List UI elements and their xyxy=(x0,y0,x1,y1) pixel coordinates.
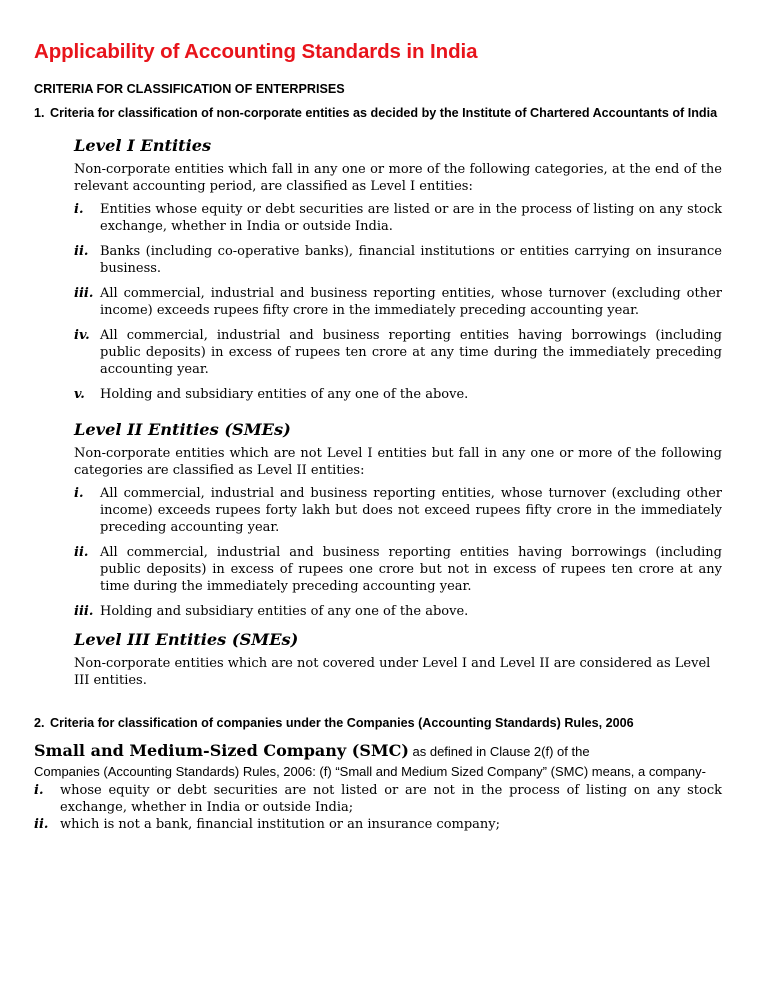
list-item xyxy=(74,544,722,595)
level-3-section xyxy=(74,630,722,689)
list-item xyxy=(74,243,722,277)
item-number: i. xyxy=(74,486,84,501)
section-1-number: 1. xyxy=(34,106,45,120)
item-number: ii. xyxy=(34,817,49,832)
item-number: i. xyxy=(74,202,84,217)
item-text: whose equity or debt securities are not listed or are not in the process of listing on any stock exchange, whether in India or outside India; xyxy=(60,783,722,815)
item-number: iii. xyxy=(74,604,94,619)
item-text: which is not a bank, financial institution or an insurance company; xyxy=(60,817,501,832)
list-item xyxy=(74,485,722,536)
list-item xyxy=(74,201,722,235)
level-2-section xyxy=(74,420,722,620)
level-1-heading: Level I Entities xyxy=(74,136,212,155)
item-text: All commercial, industrial and business reporting entities, whose turnover (excluding other income) exceeds rupees fifty crore in the immediately preceding accounting year. xyxy=(100,286,722,318)
item-number: ii. xyxy=(74,545,89,560)
item-number: v. xyxy=(74,387,85,402)
section-1-heading xyxy=(34,105,722,122)
item-number: i. xyxy=(34,783,44,798)
list-item xyxy=(74,603,722,620)
section-2-heading xyxy=(34,715,722,732)
smc-body: Companies (Accounting Standards) Rules, 2006: (f) “Small and Medium Sized Company” (SMC) means, a company- xyxy=(34,764,706,779)
level-2-list xyxy=(74,485,722,620)
page-title: Applicability of Accounting Standards in India xyxy=(34,40,478,63)
list-item xyxy=(34,816,722,833)
smc-definition xyxy=(34,742,722,833)
item-number: ii. xyxy=(74,244,89,259)
list-item xyxy=(74,327,722,378)
smc-term: Small and Medium-Sized Company (SMC) xyxy=(34,741,409,760)
section-2-number: 2. xyxy=(34,716,45,730)
smc-lead: as defined in Clause 2(f) of the xyxy=(408,744,590,759)
item-text: Banks (including co-operative banks), financial institutions or entities carrying on insurance business. xyxy=(100,244,722,276)
list-item xyxy=(74,386,722,403)
level-3-intro: Non-corporate entities which are not covered under Level I and Level II are considered as Level III entities. xyxy=(74,656,711,688)
item-text: Entities whose equity or debt securities are listed or are in the process of listing on any stock exchange, whether in India or outside India. xyxy=(100,202,722,234)
list-item xyxy=(74,285,722,319)
item-text: All commercial, industrial and business reporting entities having borrowings (including public deposits) in excess of rupees ten crore at any time during the immediately preceding accounting year. xyxy=(100,328,722,377)
smc-lead-line xyxy=(34,742,722,761)
level-1-intro: Non-corporate entities which fall in any one or more of the following categories, at the end of the relevant accounting period, are classified as Level I entities: xyxy=(74,162,722,194)
item-number: iv. xyxy=(74,328,90,343)
level-1-section xyxy=(74,136,722,403)
level-1-list xyxy=(74,201,722,403)
level-2-heading: Level II Entities (SMEs) xyxy=(74,420,291,439)
smc-list xyxy=(34,782,722,833)
item-number: iii. xyxy=(74,286,94,301)
level-2-intro: Non-corporate entities which are not Level I entities but fall in any one or more of the following categories are classified as Level II entities: xyxy=(74,446,722,478)
item-text: Holding and subsidiary entities of any one of the above. xyxy=(100,604,469,619)
section-1-title: Criteria for classification of non-corporate entities as decided by the Institute of Chartered Accountants of India xyxy=(50,106,718,120)
criteria-heading: CRITERIA FOR CLASSIFICATION OF ENTERPRISES xyxy=(34,82,345,96)
item-text: All commercial, industrial and business reporting entities having borrowings (including public deposits) in excess of rupees one crore but not in excess of rupees ten crore at any time during the immediately preceding accounting year. xyxy=(100,545,722,594)
list-item xyxy=(34,782,722,816)
item-text: Holding and subsidiary entities of any one of the above. xyxy=(100,387,469,402)
section-2-title: Criteria for classification of companies under the Companies (Accounting Standards) Rules, 2006 xyxy=(50,716,634,730)
level-3-heading: Level III Entities (SMEs) xyxy=(74,630,299,649)
item-text: All commercial, industrial and business reporting entities, whose turnover (excluding other income) exceeds rupees forty lakh but does not exceed rupees fifty crore in the immediately preceding accounting year. xyxy=(100,486,722,535)
